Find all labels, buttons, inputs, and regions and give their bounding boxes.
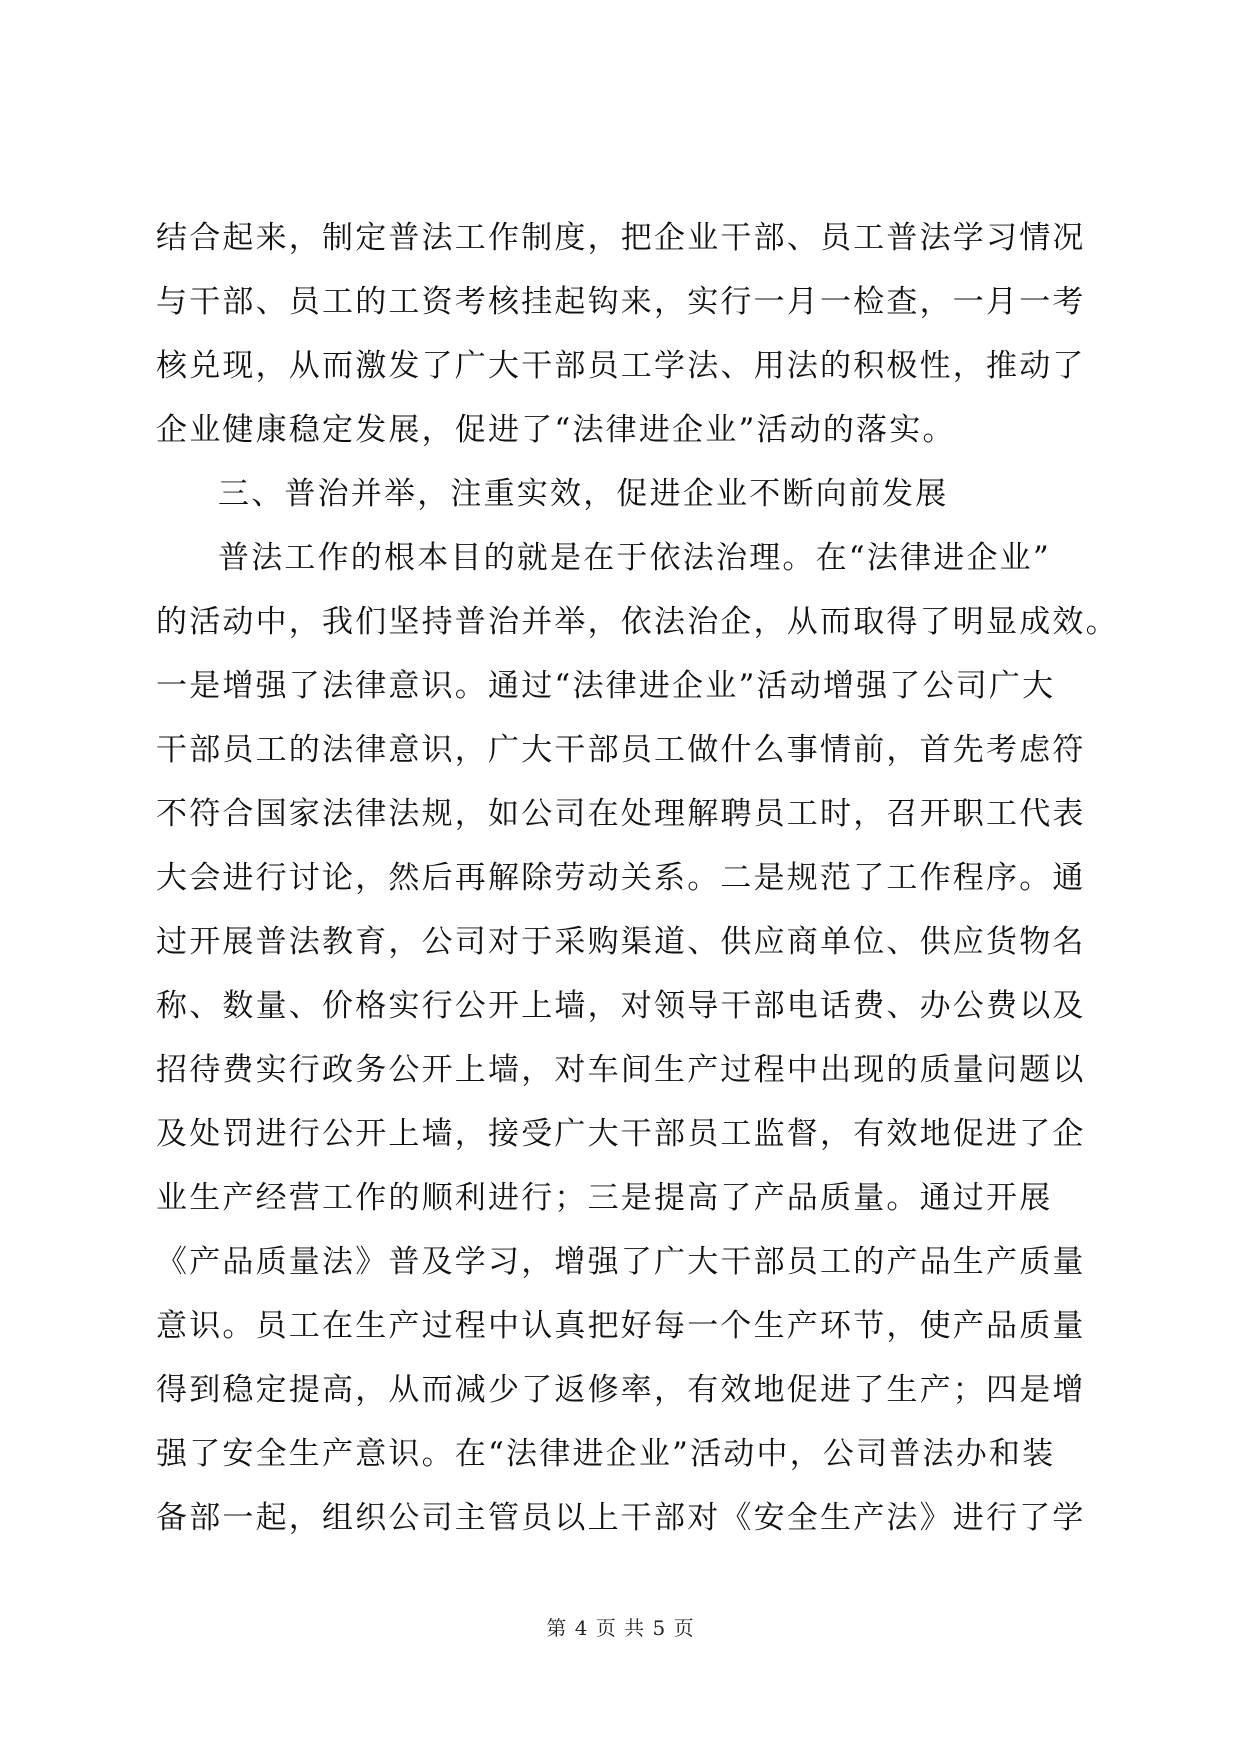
section-heading: 三、普治并举，注重实效，促进企业不断向前发展	[218, 476, 949, 512]
text-line: 称、数量、价格实行公开上墙，对领导干部电话费、办公费以及	[156, 988, 1086, 1024]
text-line: 及处罚进行公开上墙，接受广大干部员工监督，有效地促进了企	[156, 1116, 1086, 1152]
text-line: 意识。员工在生产过程中认真把好每一个生产环节，使产品质量	[156, 1308, 1086, 1344]
text-line: 强了安全生产意识。在“法律进企业”活动中，公司普法办和装	[156, 1436, 1056, 1472]
text-line: 与干部、员工的工资考核挂起钩来，实行一月一检查，一月一考	[156, 284, 1086, 320]
text-line: 干部员工的法律意识，广大干部员工做什么事情前，首先考虑符	[156, 732, 1086, 768]
body-text	[156, 206, 1119, 1550]
text-line: 大会进行讨论，然后再解除劳动关系。二是规范了工作程序。通	[156, 860, 1086, 896]
text-line: 过开展普法教育，公司对于采购渠道、供应商单位、供应货物名	[156, 924, 1086, 960]
text-line: 《产品质量法》普及学习，增强了广大干部员工的产品生产质量	[156, 1244, 1086, 1280]
text-line: 备部一起，组织公司主管员以上干部对《安全生产法》进行了学	[156, 1500, 1086, 1536]
text-line: 企业健康稳定发展，促进了“法律进企业”活动的落实。	[156, 412, 956, 448]
text-line: 得到稳定提高，从而减少了返修率，有效地促进了生产；四是增	[156, 1372, 1086, 1408]
text-line: 一是增强了法律意识。通过“法律进企业”活动增强了公司广大	[156, 668, 1056, 704]
text-line: 普法工作的根本目的就是在于依法治理。在“法律进企业”	[218, 540, 1051, 576]
text-line: 结合起来，制定普法工作制度，把企业干部、员工普法学习情况	[156, 220, 1086, 256]
text-line: 的活动中，我们坚持普治并举，依法治企，从而取得了明显成效。	[156, 604, 1119, 640]
text-line: 业生产经营工作的顺利进行；三是提高了产品质量。通过开展	[156, 1180, 1053, 1216]
page-number-footer: 第 4 页 共 5 页	[546, 1616, 695, 1640]
text-line: 核兑现，从而激发了广大干部员工学法、用法的积极性，推动了	[156, 348, 1086, 384]
text-line: 不符合国家法律法规，如公司在处理解聘员工时，召开职工代表	[156, 796, 1086, 832]
text-line: 招待费实行政务公开上墙，对车间生产过程中出现的质量问题以	[156, 1052, 1086, 1088]
